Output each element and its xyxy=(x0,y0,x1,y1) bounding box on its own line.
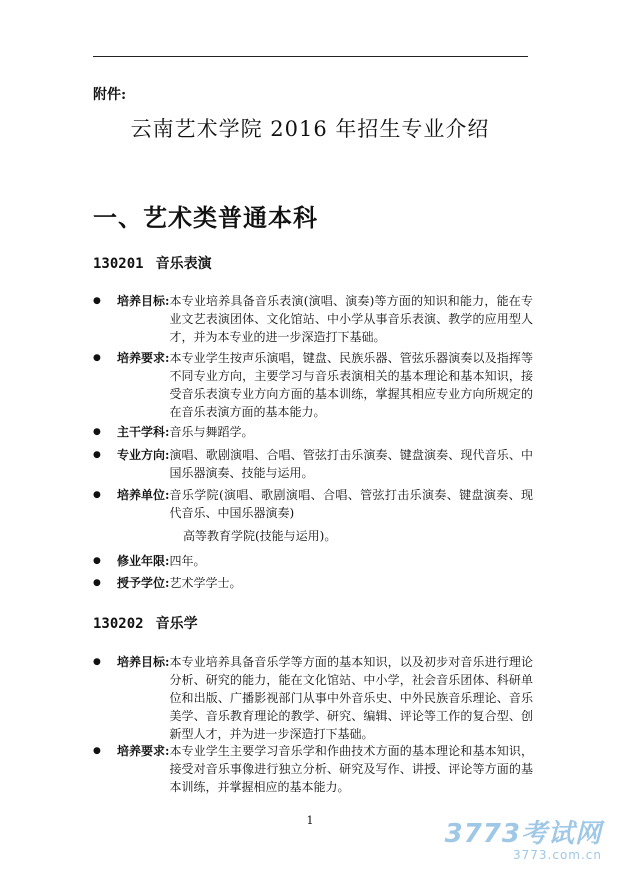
list-item xyxy=(93,423,533,441)
item-label: 培养目标: xyxy=(117,655,170,669)
bullet-icon: ● xyxy=(93,657,101,667)
document-title: 云南艺术学院 2016 年招生专业介绍 xyxy=(130,117,490,141)
item-text: 艺术学学士。 xyxy=(169,576,242,590)
watermark-main: 3773考试网 xyxy=(444,819,602,849)
list-item xyxy=(93,486,533,522)
item-text: 本专业培养具备音乐表演(演唱、演奏)等方面的知识和能力，能在专业文艺表演团体、文化馆站、中小学从事音乐表演、教学的应用型人才，并为本专业的进一步深造打下基础。 xyxy=(169,294,533,344)
item-text: 演唱、歌剧演唱、合唱、管弦打击乐演奏、键盘演奏、现代音乐、中国乐器演奏、技能与运用。 xyxy=(169,448,533,480)
major-name: 音乐学 xyxy=(155,616,198,632)
bullet-icon: ● xyxy=(93,490,101,500)
item-text: 本专业培养具备音乐学等方面的基本知识，以及初步对音乐进行理论分析、研究的能力，能在文化馆站、中小学，社会音乐团体、科研单位和出版、广播影视部门从事中外音乐史、中外民族音乐理论、音乐美学、音乐教育理论的教学、研究、编辑、评论等工作的复合型、创新型人才，并为进一步深造打下基础。 xyxy=(169,655,533,741)
attachment-label: 附件: xyxy=(93,87,127,103)
list-item xyxy=(93,742,533,796)
list-item xyxy=(93,574,533,592)
bullet-icon: ● xyxy=(93,578,101,588)
item-label: 培养要求: xyxy=(117,744,170,758)
list-item xyxy=(93,446,533,482)
item-label: 专业方向: xyxy=(117,448,170,462)
item-text: 本专业学生主要学习音乐学和作曲技术方面的基本理论和基本知识，接受对音乐事像进行独立分析、研究及写作、讲授、评论等方面的基本训练，并掌握相应的基本能力。 xyxy=(169,744,533,794)
bullet-icon: ● xyxy=(93,556,101,566)
list-item xyxy=(93,653,533,743)
page-number: 1 xyxy=(306,814,314,827)
section-title: 一、艺术类普通本科 xyxy=(93,203,318,232)
item-label: 培养目标: xyxy=(117,294,170,308)
bullet-icon: ● xyxy=(93,450,101,460)
bullet-icon: ● xyxy=(93,746,101,756)
item-label: 授予学位: xyxy=(117,576,170,590)
list-item xyxy=(93,292,533,346)
item-text: 音乐学院(演唱、歌剧演唱、合唱、管弦打击乐演奏、键盘演奏、现代音乐、中国乐器演奏) xyxy=(169,488,533,520)
item-label: 主干学科: xyxy=(117,425,170,439)
header-rule xyxy=(93,56,528,57)
item-label: 培养要求: xyxy=(117,351,170,365)
list-item xyxy=(93,552,533,570)
major-heading xyxy=(93,613,198,633)
item-label: 培养单位: xyxy=(117,488,170,502)
watermark-sub: 3773.com.cn xyxy=(513,848,602,862)
item-text: 音乐与舞蹈学。 xyxy=(169,425,254,439)
major-code: 130201 xyxy=(93,256,144,272)
bullet-icon: ● xyxy=(93,353,101,363)
watermark-logo xyxy=(445,813,602,862)
item-label: 修业年限: xyxy=(117,554,170,568)
major-heading xyxy=(93,253,212,273)
item-text: 本专业学生按声乐演唱，键盘、民族乐器、管弦乐器演奏以及指挥等不同专业方向，主要学习与音乐表演相关的基本理论和基本知识，接受音乐表演专业方向方面的基本训练，掌握其相应专业方向所规定的在音乐表演方面的基本能力。 xyxy=(169,351,533,419)
major-code: 130202 xyxy=(93,616,144,632)
item-extra-text: 高等教育学院(技能与运用)。 xyxy=(183,529,337,543)
list-item xyxy=(93,349,533,421)
major-name: 音乐表演 xyxy=(155,256,212,272)
bullet-icon: ● xyxy=(93,427,101,437)
bullet-icon: ● xyxy=(93,296,101,306)
item-text: 四年。 xyxy=(169,554,206,568)
